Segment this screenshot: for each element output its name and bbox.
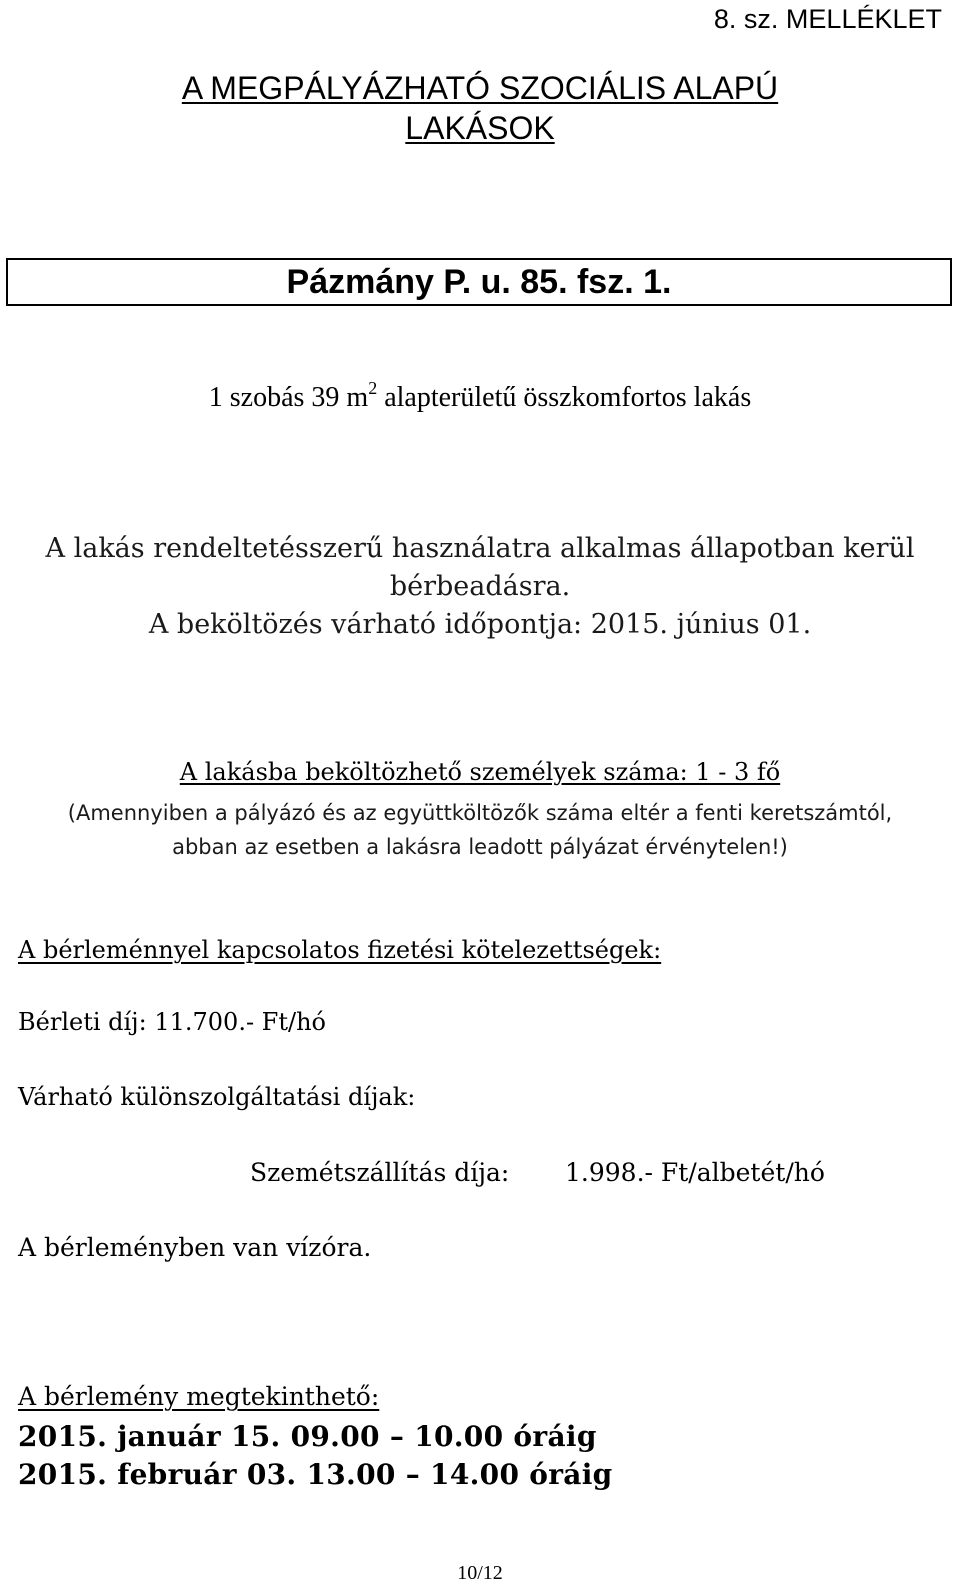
note-line-1: (Amennyiben a pályázó és az együttköltözők száma eltér a fenti keretszámtól, (67, 801, 893, 825)
note-line-2: abban az esetben a lakásra leadott pályázat érvénytelen!) (172, 835, 788, 859)
garbage-fee-value: 1.998.- Ft/albetét/hó (565, 1158, 825, 1187)
persons-count-text: A lakásba beköltözhető személyek száma: 1 - 3 fő (179, 758, 781, 786)
flat-desc-suffix: alapterületű összkomfortos lakás (377, 382, 752, 413)
page-number: 10/12 (457, 1562, 503, 1584)
flat-desc-superscript: 2 (368, 378, 378, 398)
occupancy-note (0, 796, 960, 864)
viewing-date-1: 2015. január 15. 09.00 – 10.00 óráig (18, 1420, 597, 1453)
rent-fee: Bérleti díj: 11.700.- Ft/hó (18, 1008, 326, 1036)
viewing-date-2: 2015. február 03. 13.00 – 14.00 óráig (18, 1458, 613, 1491)
viewing-heading: A bérlemény megtekinthető: (18, 1382, 380, 1411)
persons-count (0, 758, 960, 786)
flat-description (0, 378, 960, 414)
address-box: Pázmány P. u. 85. fsz. 1. (6, 258, 952, 306)
garbage-fee-label: Szemétszállítás díja: (250, 1158, 510, 1187)
condition-paragraph (0, 530, 960, 644)
services-heading: Várható különszolgáltatási díjak: (18, 1083, 416, 1111)
water-meter-note: A bérleményben van vízóra. (18, 1233, 372, 1262)
annex-label: 8. sz. MELLÉKLET (713, 4, 942, 34)
move-in-date: A beköltözés várható időpontja: 2015. június 01. (148, 609, 812, 640)
title-line-2: LAKÁSOK (405, 110, 555, 146)
payment-heading: A bérleménnyel kapcsolatos fizetési kötelezettségek: (18, 936, 662, 964)
condition-line-1: A lakás rendeltetésszerű használatra alkalmas állapotban kerül (45, 533, 915, 564)
condition-line-2: bérbeadásra. (389, 571, 571, 602)
title-line-1: A MEGPÁLYÁZHATÓ SZOCIÁLIS ALAPÚ (181, 70, 779, 106)
document-title (0, 68, 960, 148)
flat-desc-prefix: 1 szobás 39 m (208, 382, 369, 413)
